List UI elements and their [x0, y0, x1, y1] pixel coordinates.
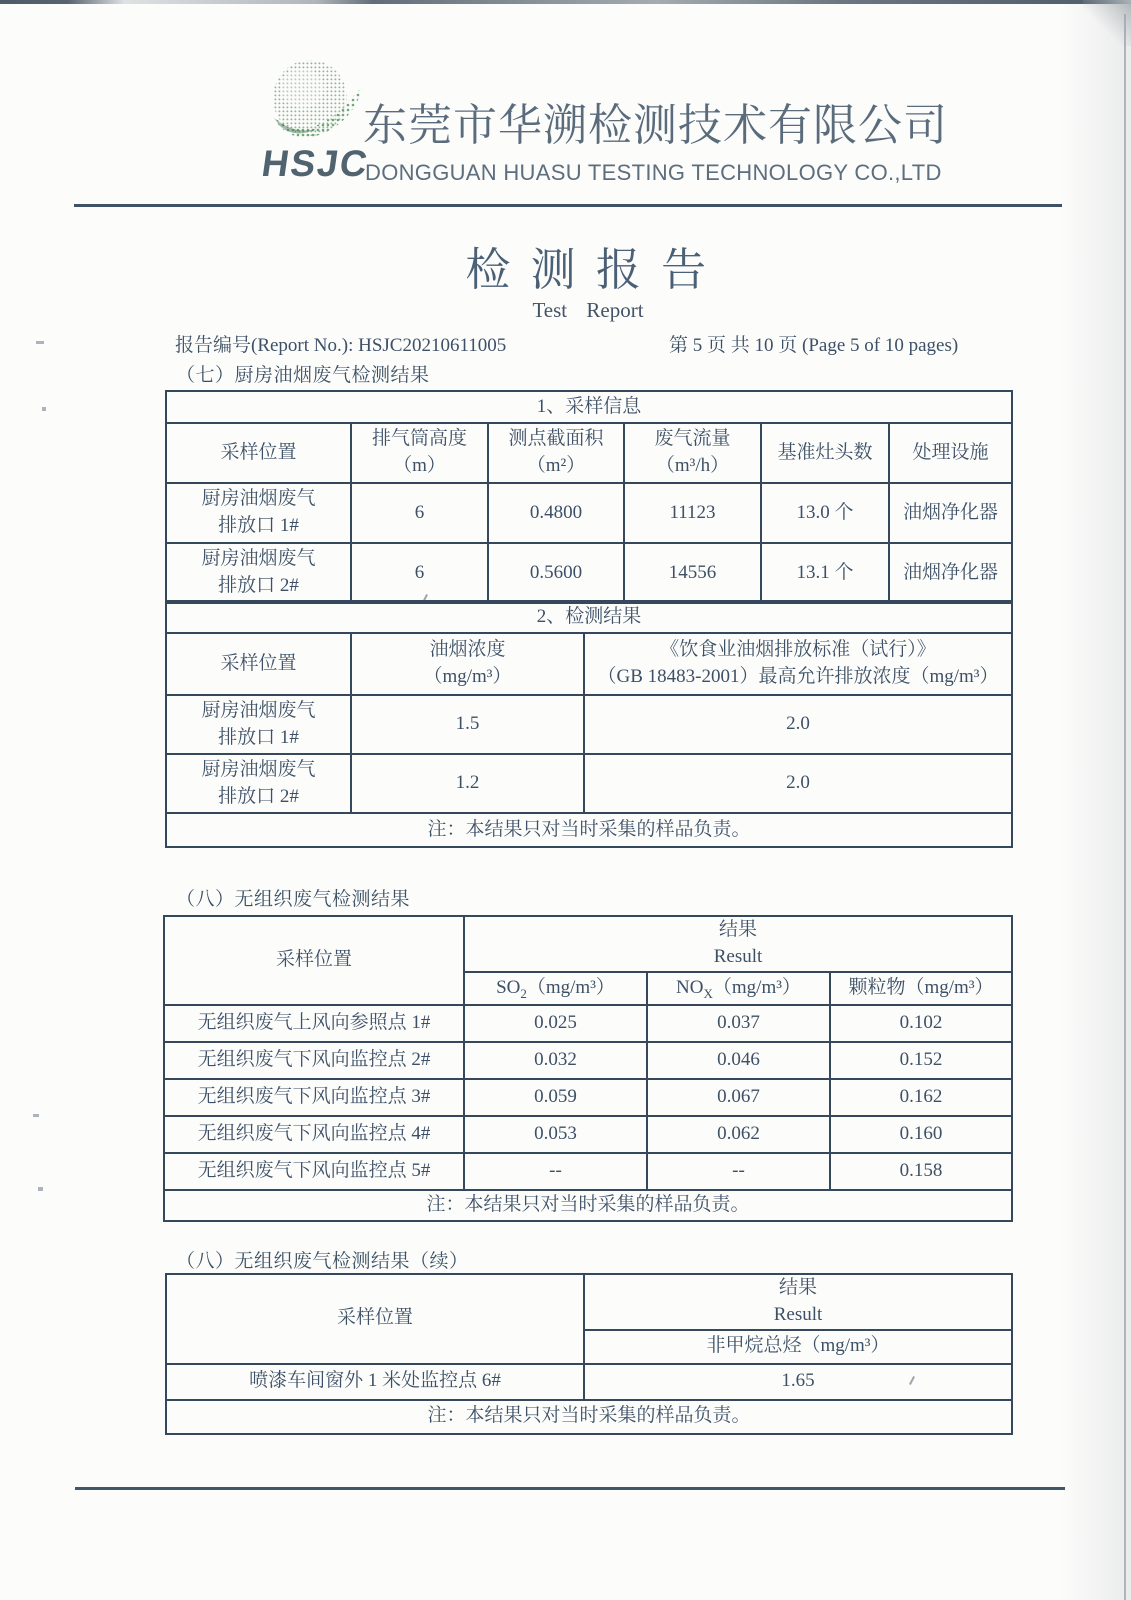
header-cell-location: 采样位置 [164, 916, 464, 1005]
cell-value: 油烟净化器 [889, 543, 1012, 603]
cell-value: 油烟净化器 [889, 483, 1012, 543]
table-row [164, 1079, 1012, 1116]
cell-location: 无组织废气上风向参照点 1# [164, 1005, 464, 1042]
header-cell-result: 结果 Result [584, 1274, 1012, 1330]
scan-artifact-top-strip [0, 0, 1131, 4]
table-row [166, 754, 1012, 813]
company-name-chinese: 东莞市华溯检测技术有限公司 [363, 101, 948, 150]
cell-value: 0.102 [830, 1005, 1012, 1042]
header-cell-particulate: 颗粒物（mg/m³） [830, 972, 1012, 1005]
cell-value: 14556 [624, 543, 761, 603]
cell-value: 2.0 [584, 695, 1012, 754]
company-logo-icon [266, 58, 368, 154]
cell-value: 11123 [624, 483, 761, 543]
table-row [164, 1005, 1012, 1042]
report-number-line [175, 330, 506, 357]
cell-location: 厨房油烟废气 排放口 2# [166, 543, 351, 603]
table-row [164, 1042, 1012, 1079]
table-header-row [164, 916, 1012, 972]
header-cell-treatment: 处理设施 [889, 423, 1012, 483]
cell-value: 0.158 [830, 1153, 1012, 1190]
sampling-info-table [165, 390, 1013, 604]
section-heading-kitchen: （七）厨房油烟废气检测结果 [176, 365, 430, 386]
header-cell-so2: $SO_2(mg/m^3)$ [464, 972, 647, 1005]
cell-value: 2.0 [584, 754, 1012, 813]
cell-location: 无组织废气下风向监控点 3# [164, 1079, 464, 1116]
cell-location: 厨房油烟废气 排放口 1# [166, 483, 351, 543]
header-cell-nox: $NO_X(mg/m^3)$ [647, 972, 830, 1005]
table-band-row [166, 601, 1012, 633]
header-cell-location: 采样位置 [166, 1274, 584, 1364]
header-cell-location: 采样位置 [166, 633, 351, 695]
cell-value: 13.1 个 [761, 543, 889, 603]
table-header-row [166, 633, 1012, 695]
cell-value: -- [464, 1153, 647, 1190]
cell-value: 6 [351, 483, 488, 543]
table-row [164, 1116, 1012, 1153]
header-cell-standard-limit: 《饮食业油烟排放标准（试行）》 （GB 18483-2001）最高允许排放浓度（mg/m³） [584, 633, 1012, 695]
fugitive-emissions-table [163, 915, 1013, 1222]
table-band-title: 2、检测结果 [166, 601, 1012, 633]
table-note-row [164, 1190, 1012, 1221]
report-number-value: HSJC20210611005 [358, 335, 507, 356]
cell-value: 0.062 [647, 1116, 830, 1153]
table-row [166, 483, 1012, 543]
table-row [166, 543, 1012, 603]
cell-value: 0.025 [464, 1005, 647, 1042]
header-cell-section-area: 测点截面积 （m²） [488, 423, 624, 483]
cell-value: 13.0 个 [761, 483, 889, 543]
header-cell-fume-concentration: 油烟浓度 （mg/m³） [351, 633, 584, 695]
cell-value: 6 [351, 543, 488, 603]
cell-value: 0.162 [830, 1079, 1012, 1116]
header-cell-nmhc: 非甲烷总烃（mg/m³） [584, 1330, 1012, 1364]
cell-value: 0.160 [830, 1116, 1012, 1153]
table-note: 注：本结果只对当时采集的样品负责。 [166, 1400, 1012, 1434]
header-divider-line [74, 204, 1062, 207]
header-cell-gas-flow: 废气流量 （m³/h） [624, 423, 761, 483]
report-number-label: 报告编号(Report No.): [175, 335, 359, 356]
fugitive-emissions-continued-table [165, 1273, 1013, 1435]
table-row [166, 1364, 1012, 1400]
scan-artifact-right-line [1124, 14, 1126, 1600]
table-header-row [166, 423, 1012, 483]
page-indicator: 第 5 页 共 10 页 (Page 5 of 10 pages) [669, 335, 959, 356]
scan-artifact-dash [36, 341, 44, 344]
section-heading-fugitive: （八）无组织废气检测结果 [176, 889, 411, 910]
cell-location: 无组织废气下风向监控点 4# [164, 1116, 464, 1153]
cell-value: 0.5600 [488, 543, 624, 603]
section-heading-fugitive-continued: （八）无组织废气检测结果（续） [176, 1251, 469, 1272]
cell-location: 厨房油烟废气 排放口 2# [166, 754, 351, 813]
cell-value: 1.2 [351, 754, 584, 813]
scan-artifact-dash [42, 407, 46, 411]
cell-location: 喷漆车间窗外 1 米处监控点 6# [166, 1364, 584, 1400]
header-cell-result: 结果 Result [464, 916, 1012, 972]
cell-value: 0.053 [464, 1116, 647, 1153]
cell-value: 0.032 [464, 1042, 647, 1079]
cell-location: 厨房油烟废气 排放口 1# [166, 695, 351, 754]
company-name-english: DONGGUAN HUASU TESTING TECHNOLOGY CO.,LTD [365, 160, 942, 185]
table-header-row [166, 1274, 1012, 1330]
table-note: 注：本结果只对当时采集的样品负责。 [164, 1190, 1012, 1221]
scan-artifact-dash [33, 1114, 39, 1117]
footer-divider-line [75, 1487, 1065, 1490]
cell-value: 1.5 [351, 695, 584, 754]
scan-artifact-dash [38, 1187, 43, 1191]
scan-artifact-right-band [1060, 0, 1131, 1600]
cell-location: 无组织废气下风向监控点 2# [164, 1042, 464, 1079]
document-subtitle: Test Report [532, 298, 644, 322]
cell-location: 无组织废气下风向监控点 5# [164, 1153, 464, 1190]
cell-value: 0.067 [647, 1079, 830, 1116]
table-row [166, 695, 1012, 754]
header-cell-stack-height: 排气筒高度 （m） [351, 423, 488, 483]
cell-value: 0.046 [647, 1042, 830, 1079]
cell-value: 0.152 [830, 1042, 1012, 1079]
table-band-row [166, 391, 1012, 423]
header-cell-stove-count: 基准灶头数 [761, 423, 889, 483]
table-note-row [166, 1400, 1012, 1434]
cell-value: -- [647, 1153, 830, 1190]
table-row [164, 1153, 1012, 1190]
document-title: 检 测 报 告 [465, 245, 711, 295]
cell-value: 0.037 [647, 1005, 830, 1042]
cell-value: 1.65 [584, 1364, 1012, 1400]
detection-results-table [165, 600, 1013, 848]
cell-value: 0.059 [464, 1079, 647, 1116]
table-band-title: 1、采样信息 [166, 391, 1012, 423]
table-note-row [166, 813, 1012, 847]
header-cell-location: 采样位置 [166, 423, 351, 483]
cell-value: 0.4800 [488, 483, 624, 543]
company-logo-acronym: HSJC [259, 143, 372, 184]
table-note: 注：本结果只对当时采集的样品负责。 [166, 813, 1012, 847]
